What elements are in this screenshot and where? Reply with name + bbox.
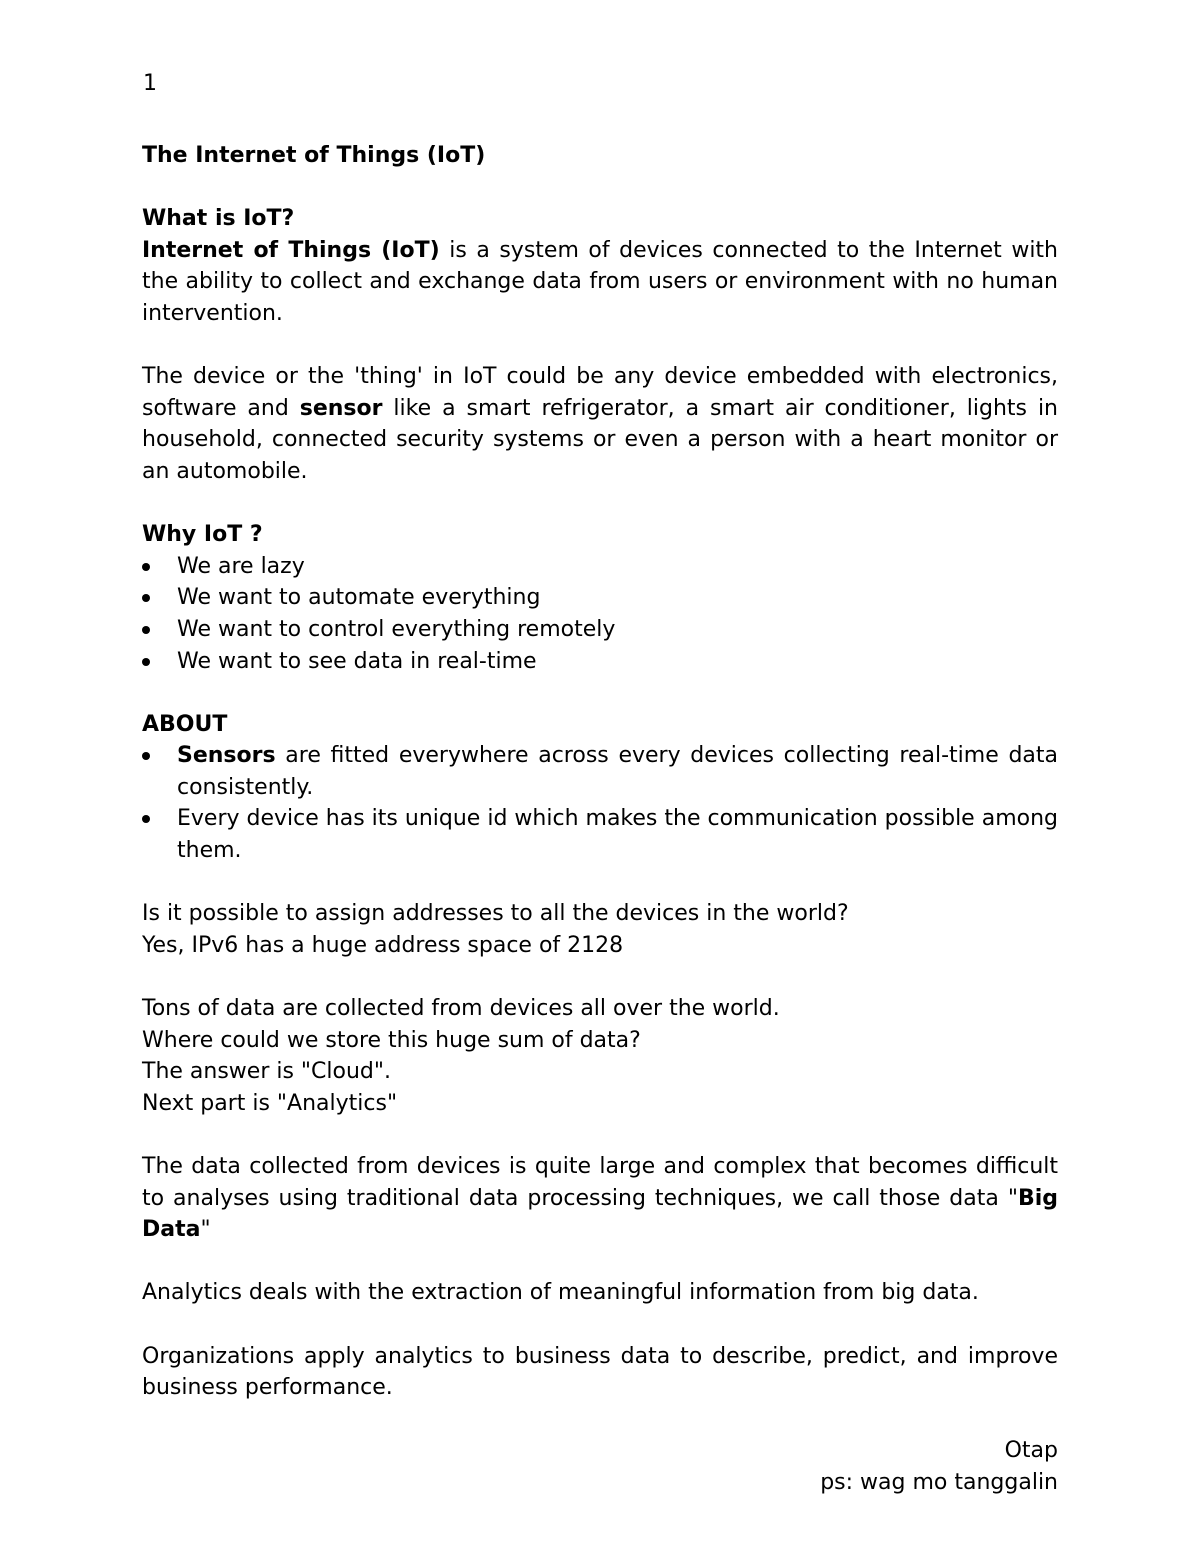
- document-title: The Internet of Things (IoT): [142, 143, 486, 168]
- bullet-icon: [142, 658, 150, 666]
- list-item-bold: Sensors: [177, 743, 276, 769]
- why-heading: Why IoT ?: [142, 522, 263, 548]
- data-line: The answer is "Cloud".: [142, 1059, 392, 1085]
- definition-paragraph: [142, 235, 1058, 330]
- organizations-paragraph: Organizations apply analytics to business data to describe, predict, and improve business performance.: [142, 1343, 1058, 1401]
- list-item: [142, 582, 1058, 614]
- bullet-icon: [142, 815, 150, 823]
- data-line: Tons of data are collected from devices all over the world.: [142, 996, 780, 1022]
- device-text-bold: sensor: [299, 395, 383, 421]
- list-item-text: Every device has its unique id which makes the communication possible among them.: [177, 806, 1058, 864]
- page-number: 1: [143, 71, 157, 96]
- document-body: [142, 140, 1058, 1499]
- bullet-icon: [142, 752, 150, 760]
- address-answer: Yes, IPv6 has a huge address space of 2128: [142, 932, 624, 958]
- bigdata-paragraph: [142, 1151, 1058, 1246]
- signature-name: Otap: [1004, 1438, 1058, 1464]
- signature-ps: ps: wag mo tanggalin: [820, 1469, 1058, 1495]
- list-item: [142, 740, 1058, 803]
- definition-text: is a system of devices connected to the Internet with the ability to collect and exchange data from users or environment with no human intervention.: [142, 237, 1059, 326]
- device-paragraph: [142, 361, 1058, 487]
- list-item-text: We want to control everything remotely: [177, 616, 616, 642]
- bigdata-text-bold: Big Data: [142, 1185, 1058, 1243]
- bigdata-text-after: ": [200, 1217, 211, 1243]
- list-item: [142, 646, 1058, 678]
- bullet-icon: [142, 594, 150, 602]
- list-item-text: are fitted everywhere across every devices collecting real-time data consistently.: [177, 743, 1058, 800]
- list-item: [142, 614, 1058, 646]
- why-list: [142, 551, 1058, 677]
- analytics-paragraph: Analytics deals with the extraction of meaningful information from big data.: [142, 1280, 979, 1306]
- device-text-before: The device or the 'thing' in IoT could be any device embedded with electronics, software and: [142, 364, 1058, 421]
- about-list: [142, 740, 1058, 866]
- data-line: Where could we store this huge sum of data?: [142, 1027, 641, 1053]
- about-heading: ABOUT: [142, 711, 228, 737]
- list-item: [142, 551, 1058, 583]
- device-text-after: like a smart refrigerator, a smart air conditioner, lights in household, connected security systems or even a person with a heart monitor or an automobile.: [142, 395, 1058, 484]
- list-item-text: We want to automate everything: [177, 585, 541, 611]
- what-heading: What is IoT?: [142, 206, 295, 232]
- list-item-text: We want to see data in real-time: [177, 648, 537, 674]
- address-question: Is it possible to assign addresses to all the devices in the world?: [142, 901, 849, 927]
- bigdata-text-before: The data collected from devices is quite large and complex that becomes difficult to analyses using traditional data processing techniques, we call those data ": [142, 1154, 1058, 1211]
- list-item-text: We are lazy: [177, 553, 305, 579]
- bullet-icon: [142, 563, 150, 571]
- list-item: [142, 803, 1058, 866]
- definition-term: Internet of Things (IoT): [142, 237, 440, 263]
- data-line: Next part is "Analytics": [142, 1090, 398, 1116]
- bullet-icon: [142, 626, 150, 634]
